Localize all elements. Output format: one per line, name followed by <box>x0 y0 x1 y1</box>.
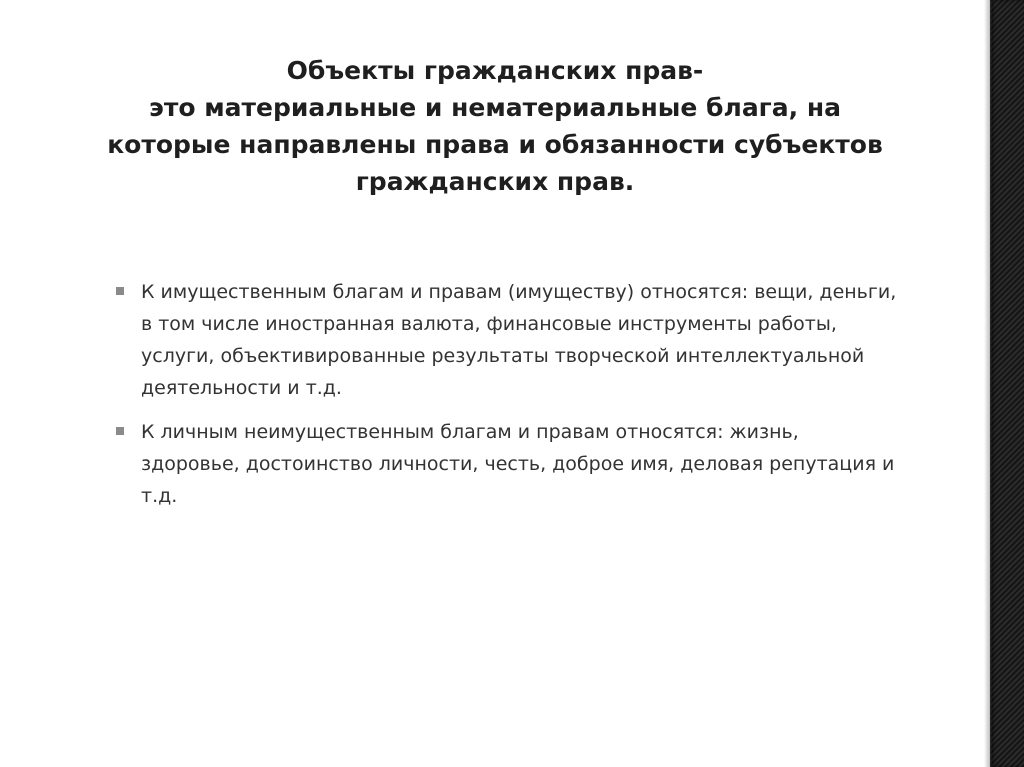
title-line-1: Объекты гражданских прав- <box>286 56 704 85</box>
square-bullet-icon <box>116 427 124 435</box>
decorative-edge-band <box>990 0 1024 767</box>
bullet-item <box>108 416 898 512</box>
title-line-4: гражданских прав. <box>355 167 635 196</box>
bullet-text: К личным неимущественным благам и правам относятся: жизнь, здоровье, достоинство личности, честь, доброе имя, деловая репутация и т.д. <box>141 421 895 507</box>
bullet-list <box>108 276 898 524</box>
slide-title <box>60 52 930 200</box>
bullet-text: К имущественным благам и правам (имуществу) относятся: вещи, деньги, в том числе иностранная валюта, финансовые инструменты работы, услуги, объективированные результаты творческой интеллектуальной деятельности и т.д. <box>141 281 897 399</box>
bullet-item <box>108 276 898 404</box>
title-line-2: это материальные и нематериальные блага, на <box>149 93 841 122</box>
title-line-3: которые направлены права и обязанности субъектов <box>107 130 883 159</box>
square-bullet-icon <box>116 287 124 295</box>
